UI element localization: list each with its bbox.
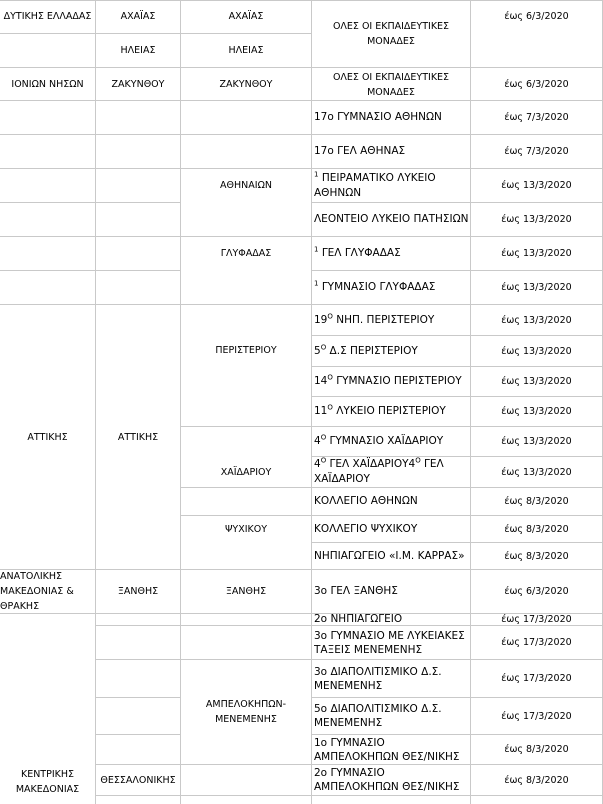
- school-cell: 1ο ΓΥΜΝΑΣΙΟ ΑΜΠΕΛΟΚΗΠΩΝ ΘΕΣ/ΝΙΚΗΣ: [314, 736, 460, 763]
- region-cell: ΔΥΤΙΚΗΣ ΕΛΛΑΔΑΣ: [3, 11, 92, 22]
- school-cell: ΚΟΛΛΕΓΙΟ ΑΘΗΝΩΝ: [314, 495, 418, 507]
- date-cell: έως 7/3/2020: [504, 112, 569, 123]
- municipality-cell: ΠΕΡΙΣΤΕΡΙΟΥ: [215, 345, 277, 356]
- date-cell: έως 13/3/2020: [501, 282, 572, 293]
- date-cell: έως 13/3/2020: [501, 436, 572, 447]
- school-cell: $^1$ ΓΥΜΝΑΣΙΟ ΓΛΥΦΑΔΑΣ: [314, 279, 436, 293]
- school-cell: 5ο ΔΙΑΠΟΛΙΤΙΣΜΙΚΟ Δ.Σ. ΜΕΝΕΜΕΝΗΣ: [314, 703, 442, 729]
- date-cell: έως 8/3/2020: [504, 774, 569, 786]
- school-cell: ΟΛΕΣ ΟΙ ΕΚΠΑΙΔΕΥΤΙΚΕΣ ΜΟΝΑΔΕΣ: [332, 72, 450, 98]
- school-cell: 3ο ΔΙΑΠΟΛΙΤΙΣΜΙΚΟ Δ.Σ. ΜΕΝΕΜΕΝΗΣ: [314, 665, 442, 692]
- date-cell: έως 13/3/2020: [501, 345, 572, 357]
- date-cell: έως 13/3/2020: [501, 180, 572, 191]
- date-cell: έως 6/3/2020: [504, 586, 569, 597]
- municipality-cell: ΑΜΠΕΛΟΚΗΠΩΝ-ΜΕΝΕΜΕΝΗΣ: [205, 699, 287, 725]
- date-cell: έως 17/3/2020: [501, 637, 572, 648]
- school-cell: $^1$ ΓΕΛ ΓΛΥΦΑΔΑΣ: [314, 245, 401, 259]
- school-cell: ΝΗΠΙΑΓΩΓΕΙΟ «Ι.Μ. ΚΑΡΡΑΣ»: [314, 549, 465, 562]
- date-cell: έως 13/3/2020: [501, 248, 572, 259]
- municipality-cell: ΗΛΕΙΑΣ: [228, 45, 264, 56]
- date-cell: έως 8/3/2020: [504, 523, 569, 535]
- date-cell: έως 13/3/2020: [501, 406, 572, 417]
- unit-cell: ΑΧΑΪΑΣ: [120, 11, 156, 22]
- date-cell: έως 17/3/2020: [501, 614, 572, 625]
- date-cell: έως 8/3/2020: [504, 496, 569, 507]
- unit-cell: ΞΑΝΘΗΣ: [117, 586, 159, 597]
- region-cell: ΙΟΝΙΩΝ ΝΗΣΩΝ: [11, 78, 84, 90]
- school-cell: $19^O$ ΝΗΠ. ΠΕΡΙΣΤΕΡΙΟΥ: [314, 312, 435, 326]
- date-cell: έως 13/3/2020: [501, 466, 572, 478]
- municipality-cell: ΖΑΚΥΝΘΟΥ: [219, 78, 273, 90]
- municipality-cell: ΓΛΥΦΑΔΑΣ: [220, 248, 272, 259]
- unit-cell: ΑΤΤΙΚΗΣ: [117, 431, 159, 443]
- school-cell: $4^O$ ΓΥΜΝΑΣΙΟ ΧΑΪΔΑΡΙΟΥ: [314, 433, 444, 447]
- school-cell: $11^O$ ΛΥΚΕΙΟ ΠΕΡΙΣΤΕΡΙΟΥ: [314, 403, 446, 417]
- date-cell: έως 13/3/2020: [501, 214, 572, 225]
- school-cell: $14^O$ ΓΥΜΝΑΣΙΟ ΠΕΡΙΣΤΕΡΙΟΥ: [314, 373, 462, 387]
- date-cell: έως 17/3/2020: [501, 673, 572, 684]
- unit-cell: ΘΕΣΣΑΛΟΝΙΚΗΣ: [100, 774, 176, 786]
- unit-cell: ΖΑΚΥΝΘΟΥ: [111, 78, 165, 90]
- municipality-cell: ΞΑΝΘΗΣ: [225, 586, 267, 597]
- school-cell: 17ο ΓΥΜΝΑΣΙΟ ΑΘΗΝΩΝ: [314, 111, 442, 123]
- school-cell: 3ο ΓΕΛ ΞΑΝΘΗΣ: [314, 585, 398, 597]
- school-cell: 2ο ΓΥΜΝΑΣΙΟ ΑΜΠΕΛΟΚΗΠΩΝ ΘΕΣ/ΝΙΚΗΣ: [314, 767, 460, 793]
- school-cell: 2ο ΝΗΠΙΑΓΩΓΕΙΟ: [314, 614, 403, 625]
- unit-cell: ΗΛΕΙΑΣ: [120, 45, 156, 56]
- date-cell: έως 7/3/2020: [504, 146, 569, 157]
- municipality-cell: ΧΑΪΔΑΡΙΟΥ: [220, 466, 272, 478]
- region-cell: ΑΤΤΙΚΗΣ: [27, 431, 68, 443]
- municipality-cell: ΑΧΑΪΑΣ: [228, 11, 264, 22]
- date-cell: έως 8/3/2020: [504, 744, 569, 755]
- date-cell: έως 8/3/2020: [504, 550, 569, 562]
- region-cell: ΚΕΝΤΡΙΚΗΣ ΜΑΚΕΔΟΝΙΑΣ: [15, 769, 80, 795]
- municipality-cell: ΑΘΗΝΑΙΩΝ: [220, 180, 272, 191]
- date-cell: έως 6/3/2020: [504, 11, 569, 22]
- date-cell: έως 17/3/2020: [501, 710, 572, 722]
- school-cell: ΚΟΛΛΕΓΙΟ ΨΥΧΙΚΟΥ: [314, 522, 418, 535]
- school-cell: $4^O$ ΓΕΛ $XAΪ\Delta APIO\Upsilon 4^O$ ΓΕΛ ΧΑΪΔΑΡΙΟΥ: [314, 457, 444, 485]
- school-cell: $^1$ ΠΕΙΡΑΜΑΤΙΚΟ ΛΥΚΕΙΟ ΑΘΗΝΩΝ: [314, 170, 436, 199]
- school-cell: ΛΕΟΝΤΕΙΟ ΛΥΚΕΙΟ ΠΑΤΗΣΙΩΝ: [314, 213, 469, 225]
- municipality-cell: ΨΥΧΙΚΟΥ: [224, 523, 268, 535]
- school-cell: ΟΛΕΣ ΟΙ ΕΚΠΑΙΔΕΥΤΙΚΕΣ ΜΟΝΑΔΕΣ: [332, 20, 450, 47]
- school-cell: $5^O$ Δ.Σ ΠΕΡΙΣΤΕΡΙΟΥ: [314, 343, 418, 357]
- school-cell: 17ο ΓΕΛ ΑΘΗΝΑΣ: [314, 145, 406, 157]
- date-cell: έως 6/3/2020: [504, 78, 569, 90]
- school-cell: 3ο ΓΥΜΝΑΣΙΟ ΜΕ ΛΥΚΕΙΑΚΕΣ ΤΑΞΕΙΣ ΜΕΝΕΜΕΝΗΣ: [314, 629, 465, 656]
- date-cell: έως 13/3/2020: [501, 376, 572, 387]
- date-cell: έως 13/3/2020: [501, 314, 572, 326]
- region-cell: ΑΝΑΤΟΛΙΚΗΣ ΜΑΚΕΔΟΝΙΑΣ & ΘΡΑΚΗΣ: [0, 571, 74, 612]
